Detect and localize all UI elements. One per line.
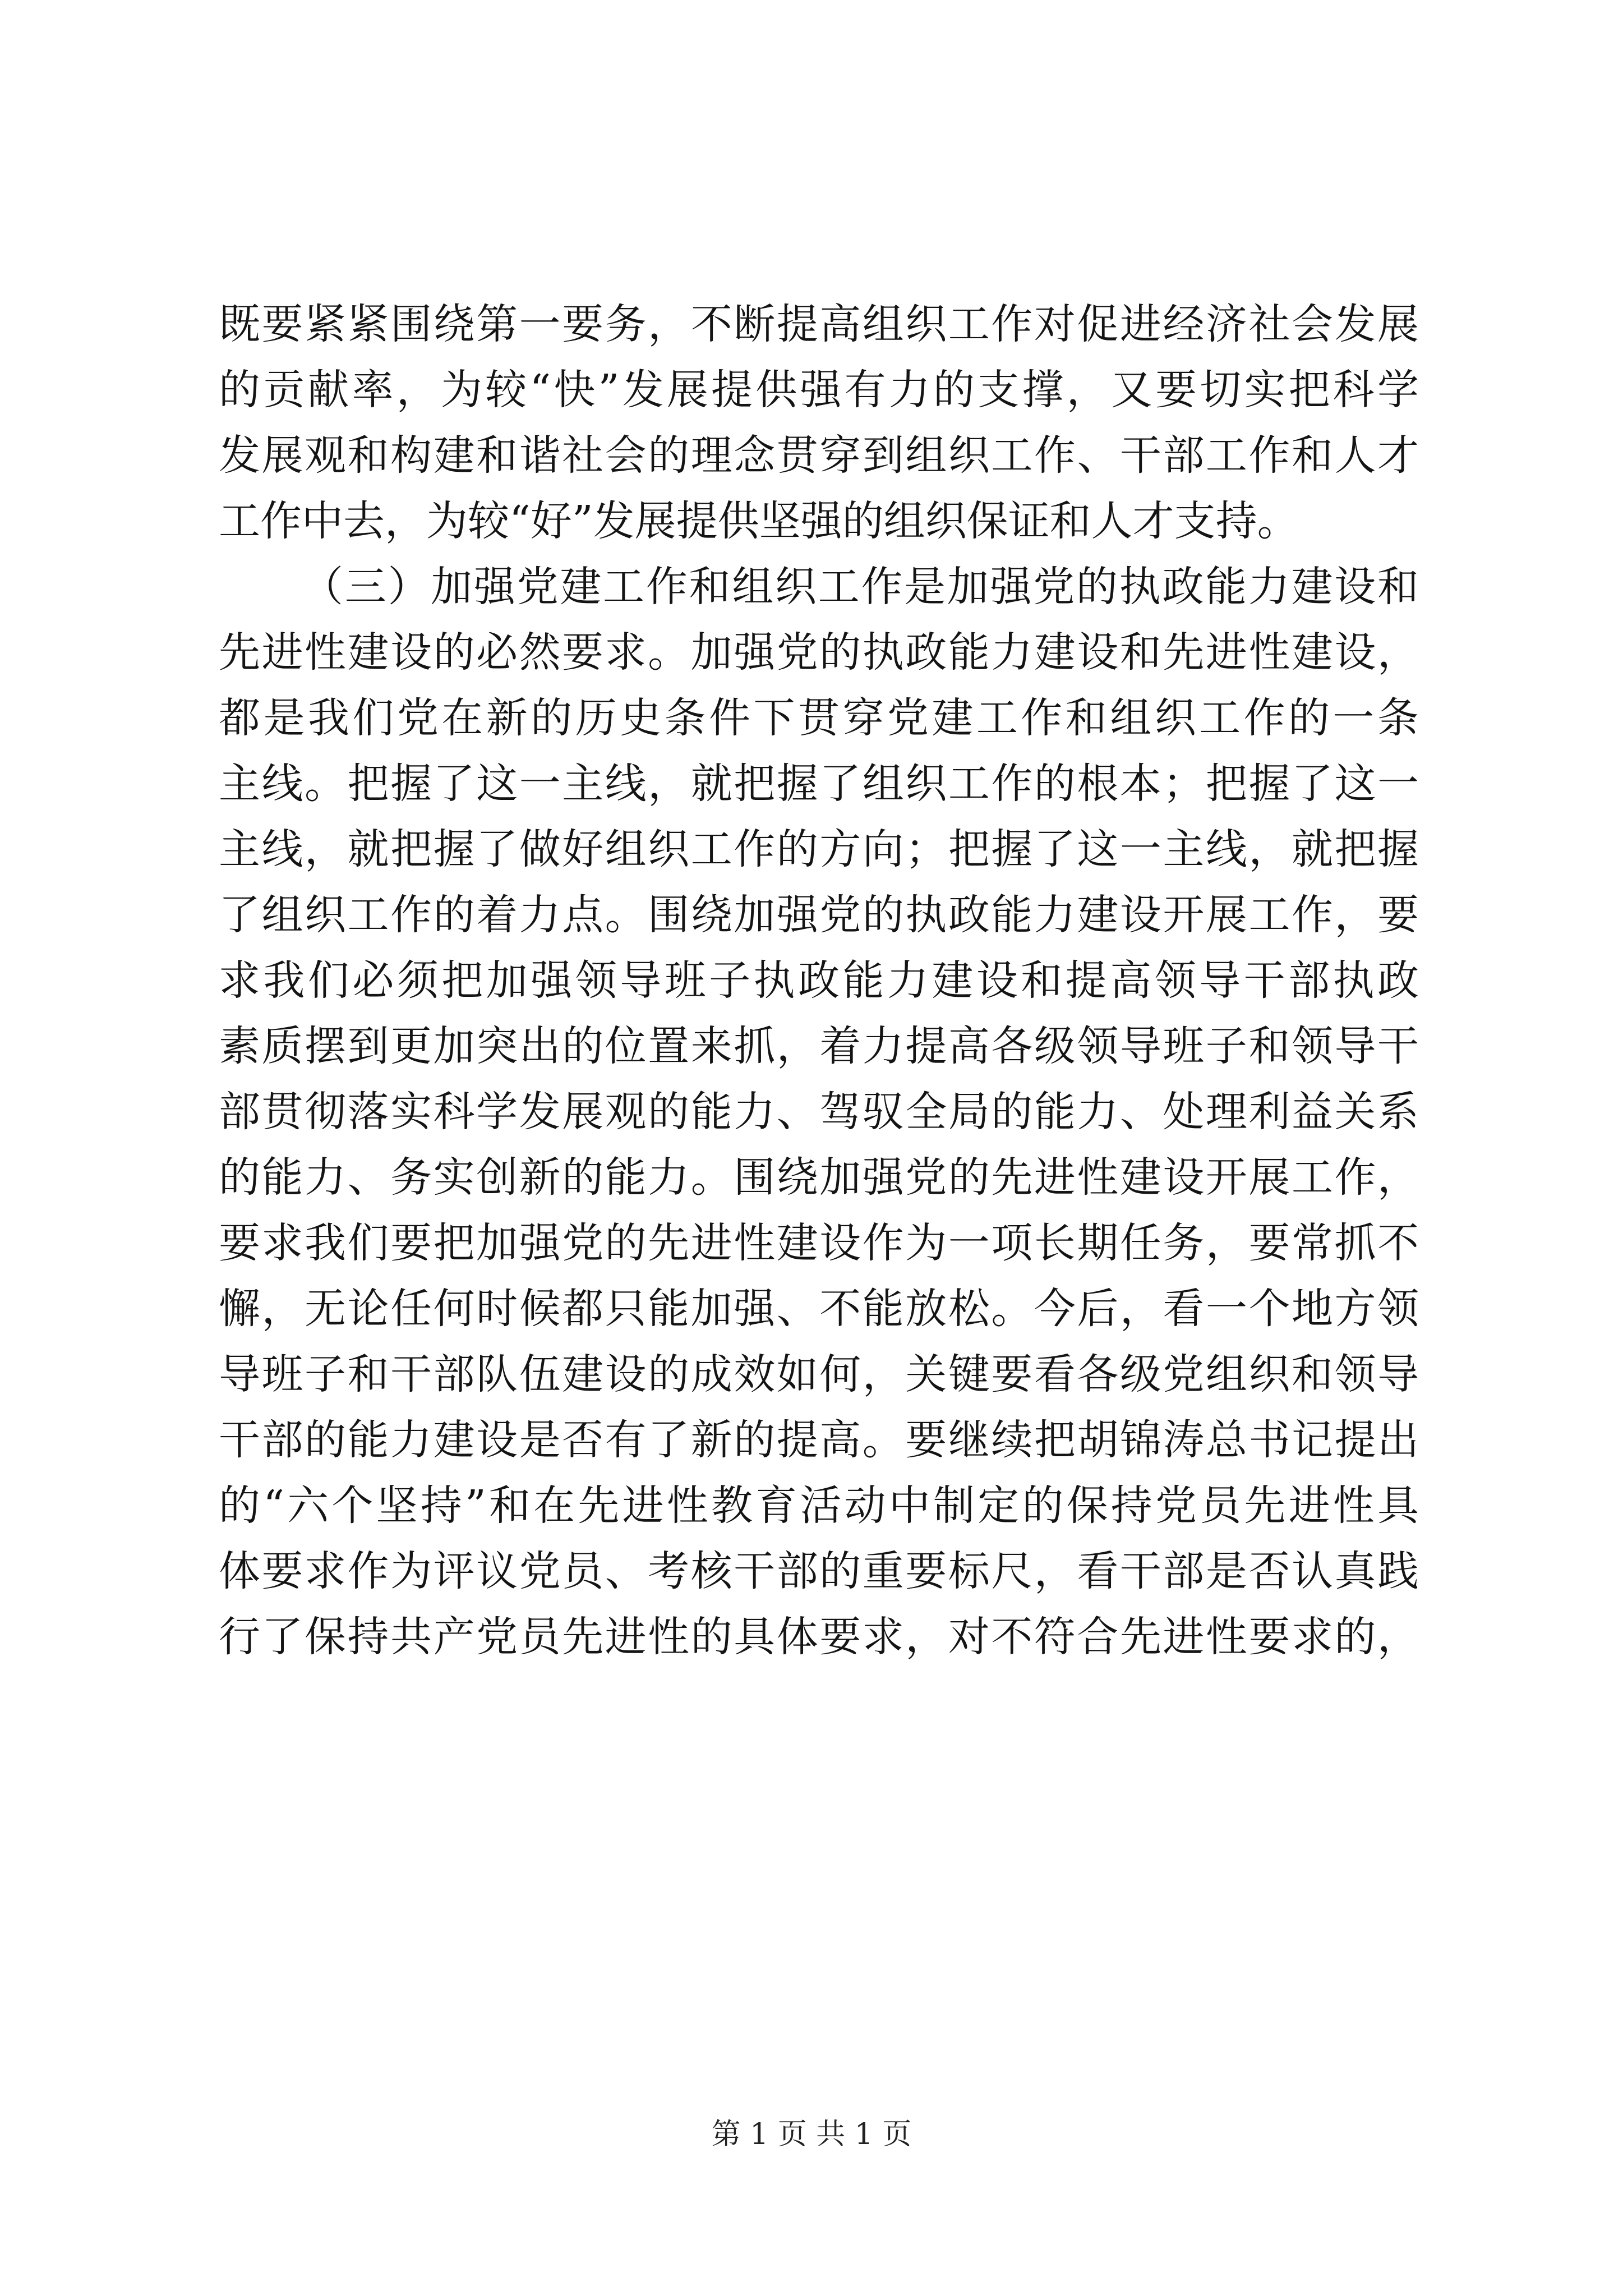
text-line: 的“六个坚持”和在先进性教育活动中制定的保持党员先进性具 — [219, 1481, 1419, 1530]
text-line: 的能力、务实创新的能力。围绕加强党的先进性建设开展工作， — [219, 1153, 1419, 1202]
page-number-label: 第 1 页 共 1 页 — [711, 2118, 912, 2151]
text-line: 的贡献率，为较“快”发展提供强有力的支撑，又要切实把科学 — [219, 366, 1419, 414]
text-line: 要求我们要把加强党的先进性建设作为一项长期任务，要常抓不 — [219, 1219, 1419, 1267]
text-line: 发展观和构建和谐社会的理念贯穿到组织工作、干部工作和人才 — [219, 431, 1419, 480]
text-line: 主线。把握了这一主线，就把握了组织工作的根本；把握了这一 — [219, 760, 1419, 808]
text-line: 工作中去，为较“好”发展提供坚强的组织保证和人才支持。 — [219, 497, 1299, 545]
text-line: 干部的能力建设是否有了新的提高。要继续把胡锦涛总书记提出 — [219, 1416, 1419, 1464]
text-line: 先进性建设的必然要求。加强党的执政能力建设和先进性建设， — [219, 628, 1419, 677]
document-body — [219, 292, 1419, 1670]
text-line: 主线，就把握了做好组织工作的方向；把握了这一主线，就把握 — [219, 825, 1419, 873]
text-line: 行了保持共产党员先进性的具体要求，对不符合先进性要求的， — [219, 1613, 1419, 1661]
text-line: 导班子和干部队伍建设的成效如何，关键要看各级党组织和领导 — [219, 1350, 1419, 1398]
text-line: 部贯彻落实科学发展观的能力、驾驭全局的能力、处理利益关系 — [219, 1088, 1419, 1136]
text-line: 既要紧紧围绕第一要务，不断提高组织工作对促进经济社会发展 — [219, 300, 1419, 348]
section-heading-line: （三）加强党建工作和组织工作是加强党的执政能力建设和 — [302, 563, 1419, 611]
text-line: 素质摆到更加突出的位置来抓，着力提高各级领导班子和领导干 — [219, 1022, 1419, 1070]
text-line: 求我们必须把加强领导班子执政能力建设和提高领导干部执政 — [219, 956, 1419, 1005]
text-line: 都是我们党在新的历史条件下贯穿党建工作和组织工作的一条 — [219, 694, 1419, 742]
page-footer — [0, 2115, 1623, 2154]
text-line: 了组织工作的着力点。围绕加强党的执政能力建设开展工作，要 — [219, 891, 1419, 939]
text-line: 懈，无论任何时候都只能加强、不能放松。今后，看一个地方领 — [219, 1285, 1419, 1333]
text-line: 体要求作为评议党员、考核干部的重要标尺，看干部是否认真践 — [219, 1547, 1419, 1595]
